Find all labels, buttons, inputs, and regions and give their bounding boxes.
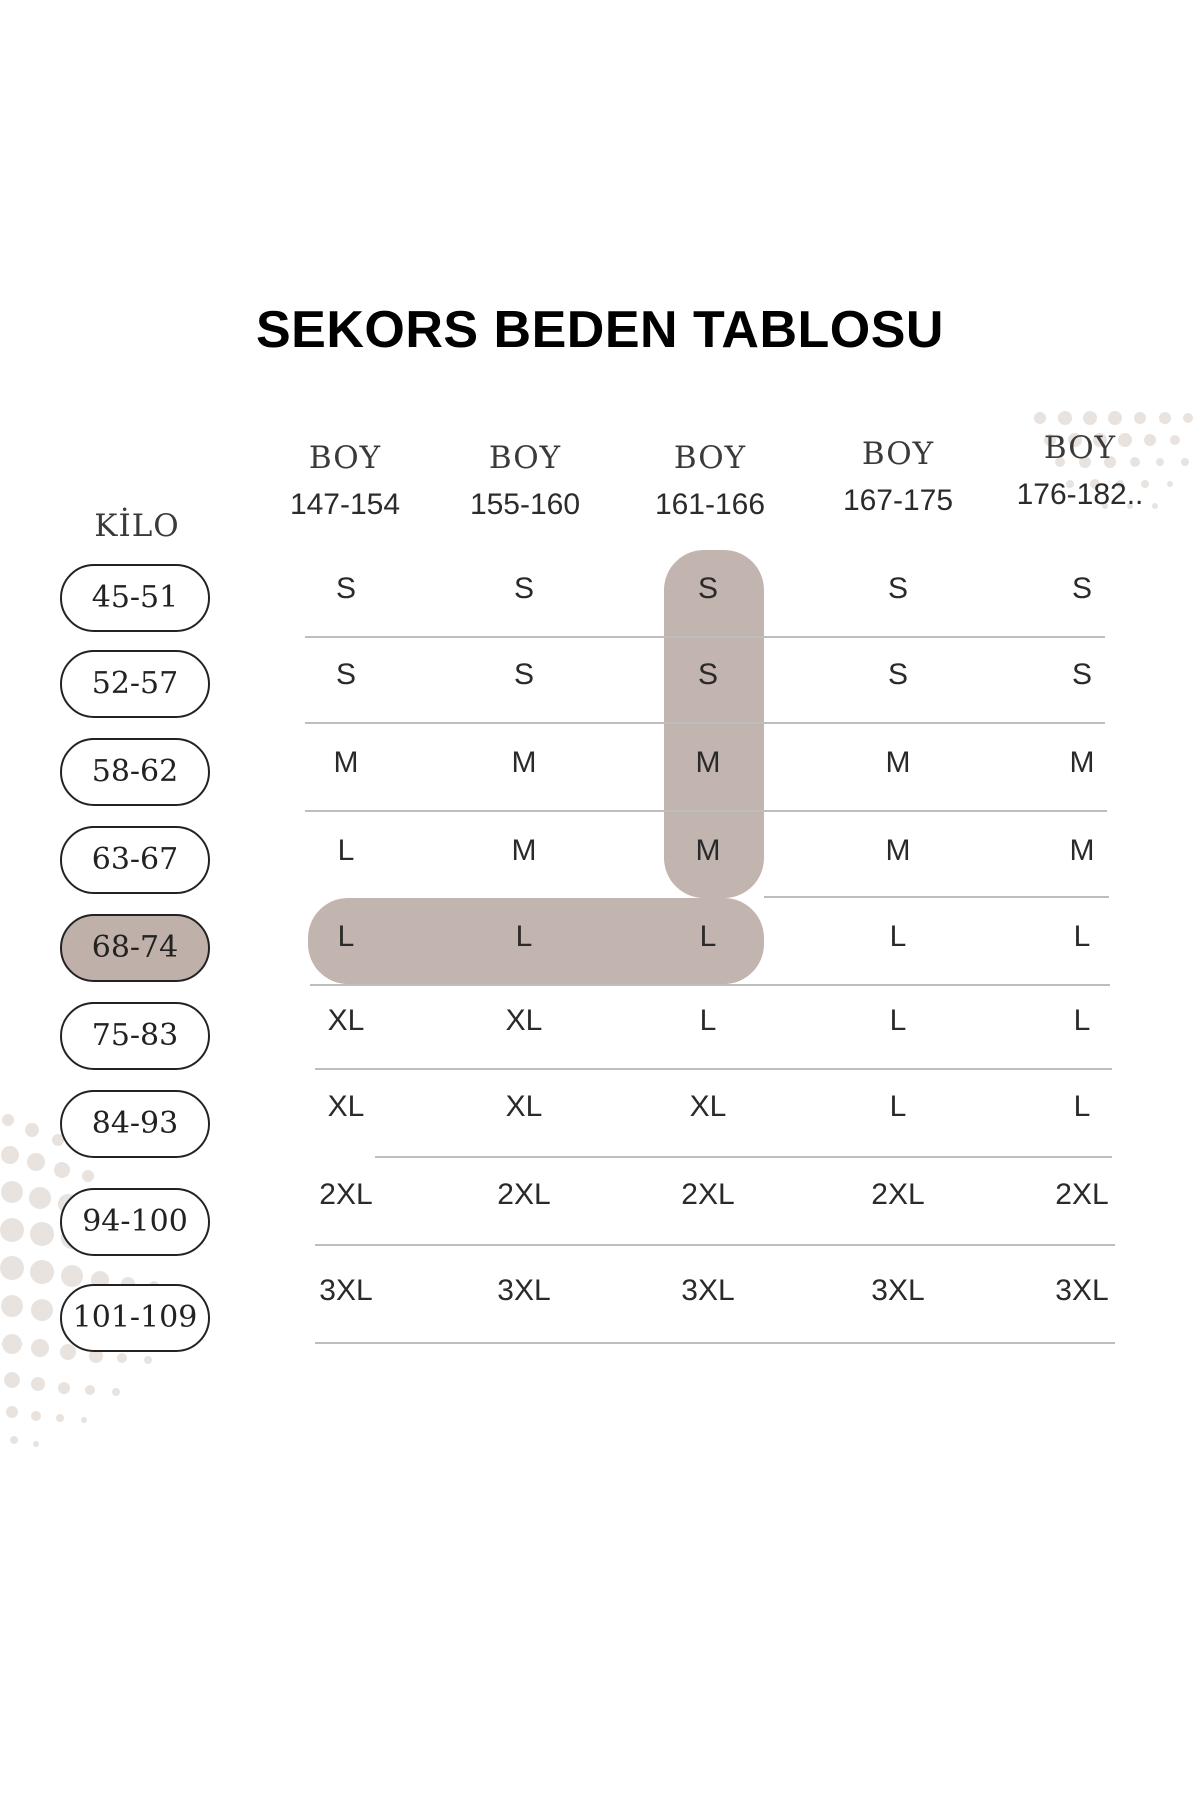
size-cell: 3XL xyxy=(497,1274,551,1307)
column-header-label: BOY xyxy=(488,440,562,476)
size-cell: L xyxy=(1073,1090,1091,1123)
size-cell: S xyxy=(697,572,718,605)
column-header-range: 155-160 xyxy=(469,488,581,521)
size-cell: L xyxy=(889,1004,907,1037)
column-header-label: BOY xyxy=(673,440,747,476)
size-cell: XL xyxy=(327,1004,365,1037)
kilo-pill: 45-51 xyxy=(60,564,210,632)
kilo-pill: 75-83 xyxy=(60,1002,210,1070)
size-cell: 3XL xyxy=(1055,1274,1109,1307)
column-header-range: 161-166 xyxy=(654,488,766,521)
kilo-pill: 84-93 xyxy=(60,1090,210,1158)
size-cell: 3XL xyxy=(681,1274,735,1307)
row-divider xyxy=(315,1244,1115,1246)
size-cell: M xyxy=(695,834,721,867)
row-divider xyxy=(315,1068,1112,1070)
size-cell: S xyxy=(513,572,534,605)
size-cell: M xyxy=(885,834,911,867)
row-divider xyxy=(310,984,1110,986)
size-cell: XL xyxy=(689,1090,727,1123)
size-cell: S xyxy=(1071,572,1092,605)
column-header-4 xyxy=(818,436,978,518)
size-cell: S xyxy=(1071,658,1092,691)
size-cell: M xyxy=(1069,746,1095,779)
kilo-pill: 58-62 xyxy=(60,738,210,806)
row-divider xyxy=(315,1342,1115,1344)
size-cell: M xyxy=(511,746,537,779)
size-cell: S xyxy=(887,572,908,605)
size-cell: L xyxy=(337,834,355,867)
size-cell: 3XL xyxy=(871,1274,925,1307)
size-cell: S xyxy=(513,658,534,691)
size-cell: S xyxy=(335,572,356,605)
size-cell: M xyxy=(695,746,721,779)
size-cell: M xyxy=(885,746,911,779)
size-cell: M xyxy=(333,746,359,779)
column-header-range: 176-182.. xyxy=(1016,478,1144,511)
column-header-label: BOY xyxy=(861,436,935,472)
size-cell: XL xyxy=(505,1004,543,1037)
size-cell: M xyxy=(1069,834,1095,867)
row-divider xyxy=(305,722,1105,724)
size-cell: L xyxy=(1073,1004,1091,1037)
size-cell: S xyxy=(887,658,908,691)
column-header-1 xyxy=(265,440,425,522)
size-cell: S xyxy=(697,658,718,691)
column-header-2 xyxy=(445,440,605,522)
kilo-pill: 63-67 xyxy=(60,826,210,894)
page-title: SEKORS BEDEN TABLOSU xyxy=(256,301,944,359)
size-cell: L xyxy=(515,920,533,953)
row-divider xyxy=(764,896,1109,898)
column-header-range: 147-154 xyxy=(289,488,401,521)
size-cell: 3XL xyxy=(319,1274,373,1307)
kilo-pill: 52-57 xyxy=(60,650,210,718)
column-header-5 xyxy=(1000,430,1160,512)
size-cell: L xyxy=(699,920,717,953)
row-divider xyxy=(375,1156,1112,1158)
kilo-pill-highlighted: 68-74 xyxy=(60,914,210,982)
size-cell: XL xyxy=(505,1090,543,1123)
size-cell: 2XL xyxy=(319,1178,373,1211)
size-cell: 2XL xyxy=(497,1178,551,1211)
size-cell: XL xyxy=(327,1090,365,1123)
kilo-header: KİLO xyxy=(94,508,180,544)
column-header-3 xyxy=(630,440,790,522)
column-header-range: 167-175 xyxy=(842,484,954,517)
size-cell: S xyxy=(335,658,356,691)
size-cell: L xyxy=(889,920,907,953)
size-cell: M xyxy=(511,834,537,867)
size-cell: L xyxy=(337,920,355,953)
row-divider xyxy=(305,810,1107,812)
column-header-label: BOY xyxy=(308,440,382,476)
size-cell: L xyxy=(1073,920,1091,953)
size-cell: 2XL xyxy=(681,1178,735,1211)
column-header-label: BOY xyxy=(1043,430,1117,466)
size-cell: 2XL xyxy=(1055,1178,1109,1211)
kilo-pill: 101-109 xyxy=(60,1284,210,1352)
row-divider xyxy=(305,636,1105,638)
kilo-pill: 94-100 xyxy=(60,1188,210,1256)
size-cell: L xyxy=(699,1004,717,1037)
size-cell: 2XL xyxy=(871,1178,925,1211)
size-cell: L xyxy=(889,1090,907,1123)
